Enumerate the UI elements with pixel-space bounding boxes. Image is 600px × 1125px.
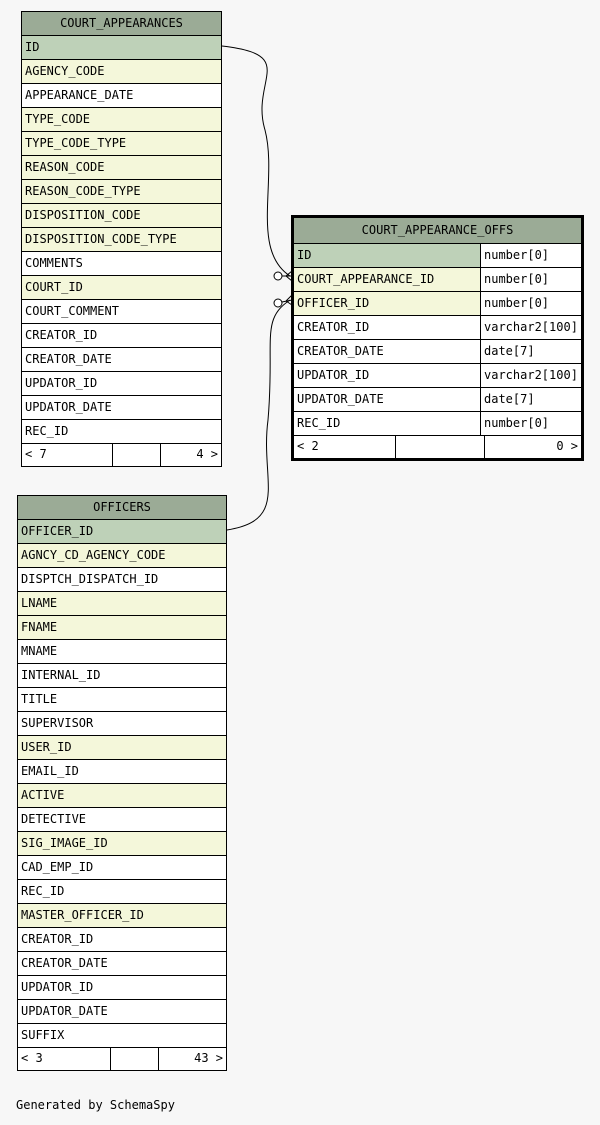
table-row[interactable] (18, 640, 226, 664)
table-row[interactable] (22, 228, 221, 252)
parent-count[interactable]: < 2 (297, 439, 319, 453)
table-row[interactable] (294, 244, 581, 268)
table-row[interactable] (18, 544, 226, 568)
table-row[interactable] (22, 276, 221, 300)
table-officers[interactable] (17, 495, 227, 1071)
table-row[interactable] (18, 976, 226, 1000)
column-name: INTERNAL_ID (21, 668, 101, 682)
column-name: CREATOR_DATE (297, 344, 384, 358)
table-row[interactable] (22, 252, 221, 276)
column-name: MNAME (21, 644, 58, 658)
column-name: CREATOR_DATE (21, 956, 108, 970)
table-row[interactable] (22, 132, 221, 156)
column-type: number[0] (480, 268, 581, 291)
table-row[interactable] (18, 760, 226, 784)
column-name: COMMENTS (25, 256, 83, 270)
table-row[interactable] (18, 904, 226, 928)
column-name: REC_ID (21, 884, 65, 898)
column-name: REC_ID (297, 416, 341, 430)
table-court-appearances[interactable] (21, 11, 222, 467)
column-type: date[7] (480, 388, 581, 411)
column-name: OFFICER_ID (297, 296, 370, 310)
child-count[interactable]: 43 > (158, 1048, 226, 1070)
column-type: number[0] (480, 244, 581, 267)
column-type: number[0] (480, 292, 581, 315)
column-name: REASON_CODE_TYPE (25, 184, 141, 198)
column-name: CREATOR_ID (21, 932, 94, 946)
column-name: APPEARANCE_DATE (25, 88, 134, 102)
table-row[interactable] (294, 412, 581, 436)
parent-count[interactable]: < 3 (21, 1051, 43, 1065)
table-title[interactable]: OFFICERS (18, 496, 226, 520)
column-name: FNAME (21, 620, 58, 634)
table-row[interactable] (22, 180, 221, 204)
column-name: CREATOR_DATE (25, 352, 112, 366)
table-row[interactable] (18, 664, 226, 688)
column-name: COURT_APPEARANCE_ID (297, 272, 435, 286)
column-name: UPDATOR_DATE (297, 392, 384, 406)
column-list (294, 244, 581, 436)
table-row[interactable] (18, 616, 226, 640)
table-row[interactable] (22, 324, 221, 348)
table-footer (22, 444, 221, 466)
table-row[interactable] (18, 928, 226, 952)
column-name: UPDATOR_DATE (25, 400, 112, 414)
column-type: date[7] (480, 340, 581, 363)
column-type: varchar2[100] (480, 316, 581, 339)
table-row[interactable] (294, 292, 581, 316)
column-name: UPDATOR_ID (21, 980, 94, 994)
table-row[interactable] (18, 880, 226, 904)
column-name: OFFICER_ID (21, 524, 94, 538)
parent-count[interactable]: < 7 (25, 447, 47, 461)
column-name: EMAIL_ID (21, 764, 79, 778)
table-row[interactable] (18, 568, 226, 592)
column-name: TYPE_CODE_TYPE (25, 136, 127, 150)
column-name: SIG_IMAGE_ID (21, 836, 108, 850)
column-name: USER_ID (21, 740, 72, 754)
table-row[interactable] (18, 712, 226, 736)
relationship-line-officer (227, 300, 290, 530)
column-name: CREATOR_ID (25, 328, 98, 342)
column-name: SUFFIX (21, 1028, 65, 1042)
column-name: TITLE (21, 692, 58, 706)
column-name: COURT_COMMENT (25, 304, 119, 318)
footer-spacer (110, 1048, 158, 1070)
column-name: AGENCY_CODE (25, 64, 105, 78)
column-name: MASTER_OFFICER_ID (21, 908, 144, 922)
table-row[interactable] (18, 856, 226, 880)
column-name: REC_ID (25, 424, 69, 438)
table-row[interactable] (22, 300, 221, 324)
table-row[interactable] (18, 1000, 226, 1024)
column-name: DISPOSITION_CODE_TYPE (25, 232, 177, 246)
column-name: DISPTCH_DISPATCH_ID (21, 572, 159, 586)
table-row[interactable] (18, 832, 226, 856)
column-name: AGNCY_CD_AGENCY_CODE (21, 548, 166, 562)
column-name: SUPERVISOR (21, 716, 94, 730)
table-title[interactable]: COURT_APPEARANCES (22, 12, 221, 36)
column-name: TYPE_CODE (25, 112, 91, 126)
table-row[interactable] (22, 60, 221, 84)
table-row[interactable] (22, 420, 221, 444)
child-count[interactable]: 0 > (484, 436, 581, 458)
crow-foot-court-appearance (274, 271, 292, 281)
table-row[interactable] (22, 396, 221, 420)
table-row[interactable] (22, 348, 221, 372)
column-type: number[0] (480, 412, 581, 435)
column-list (18, 520, 226, 1048)
table-row[interactable] (18, 952, 226, 976)
footer-spacer (112, 444, 160, 466)
column-name: ID (25, 40, 40, 54)
table-row[interactable] (294, 268, 581, 292)
column-name: ID (297, 248, 312, 262)
relationship-line-court-appearance (222, 46, 290, 276)
table-row[interactable] (22, 156, 221, 180)
table-row[interactable] (18, 808, 226, 832)
column-name: UPDATOR_DATE (21, 1004, 108, 1018)
column-type: varchar2[100] (480, 364, 581, 387)
generated-by-credit: Generated by SchemaSpy (16, 1098, 175, 1112)
table-row[interactable] (22, 108, 221, 132)
footer-spacer (395, 436, 484, 458)
table-row[interactable] (18, 592, 226, 616)
table-footer (294, 436, 581, 458)
column-name: LNAME (21, 596, 58, 610)
table-row[interactable] (18, 520, 226, 544)
column-name: CAD_EMP_ID (21, 860, 94, 874)
table-row[interactable] (294, 316, 581, 340)
table-row[interactable] (294, 340, 581, 364)
column-name: REASON_CODE (25, 160, 105, 174)
table-footer (18, 1048, 226, 1070)
column-name: DETECTIVE (21, 812, 87, 826)
column-name: UPDATOR_ID (297, 368, 370, 382)
table-row[interactable] (18, 688, 226, 712)
column-name: CREATOR_ID (297, 320, 370, 334)
column-name: DISPOSITION_CODE (25, 208, 141, 222)
table-row[interactable] (18, 1024, 226, 1048)
table-row[interactable] (22, 372, 221, 396)
table-row[interactable] (18, 784, 226, 808)
table-title[interactable]: COURT_APPEARANCE_OFFS (294, 218, 581, 244)
column-name: UPDATOR_ID (25, 376, 98, 390)
table-court-appearance-offs[interactable] (291, 215, 584, 461)
table-row[interactable] (22, 84, 221, 108)
column-name: COURT_ID (25, 280, 83, 294)
table-row[interactable] (294, 364, 581, 388)
column-list (22, 36, 221, 444)
table-row[interactable] (294, 388, 581, 412)
table-row[interactable] (22, 204, 221, 228)
column-name: ACTIVE (21, 788, 65, 802)
table-row[interactable] (22, 36, 221, 60)
table-row[interactable] (18, 736, 226, 760)
child-count[interactable]: 4 > (160, 444, 221, 466)
